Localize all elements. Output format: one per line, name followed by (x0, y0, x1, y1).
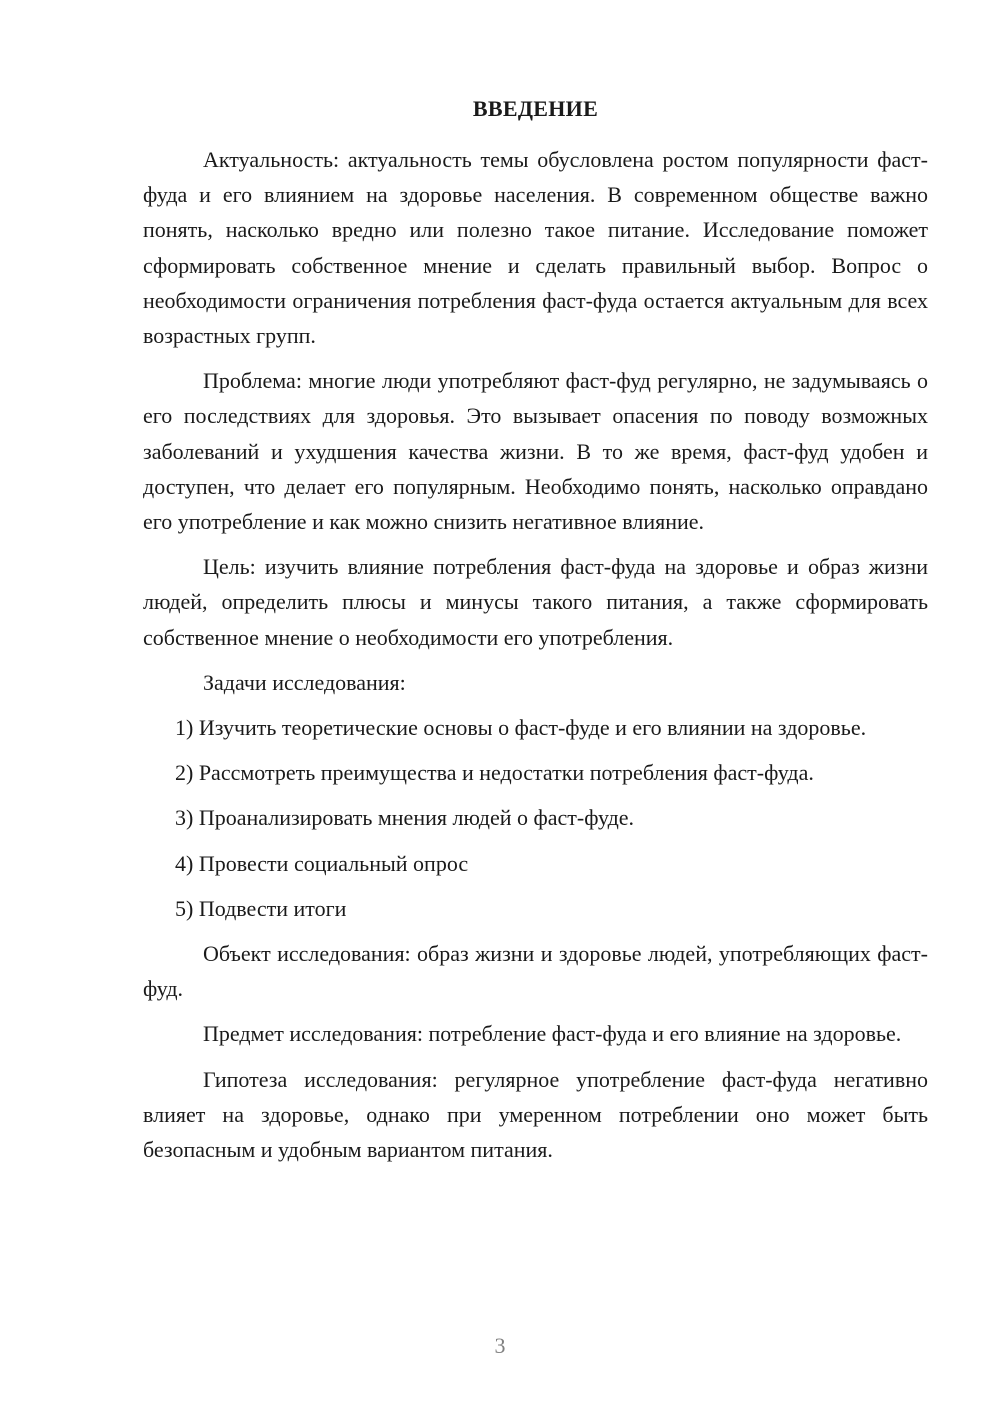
section-heading: ВВЕДЕНИЕ (472, 96, 599, 121)
paragraph-relevance: Актуальность: актуальность темы обусловлена ростом популярности фаст-фуда и его влиянием на здоровье населения. В современном обществе важно понять, насколько вредно или полезно такое питание. Исследование поможет сформировать собственное мнение и сделать правильный выбор. Вопрос о необходимости ограничения потребления фаст-фуда остается актуальным для всех возрастных групп. (143, 147, 928, 349)
page-number: 3 (494, 1333, 506, 1358)
paragraph-subject: Предмет исследования: потребление фаст-фуда и его влияние на здоровье. (203, 1021, 902, 1047)
paragraph-hypothesis: Гипотеза исследования: регулярное употребление фаст-фуда негативно влияет на здоровье, однако при умеренном потреблении оно может быть безопасным и удобным вариантом питания. (143, 1066, 928, 1163)
paragraph-goal: Цель: изучить влияние потребления фаст-фуда на здоровье и образ жизни людей, определить плюсы и минусы такого питания, а также сформировать собственное мнение о необходимости его употребления. (143, 554, 928, 650)
paragraph-problem: Проблема: многие люди употребляют фаст-фуд регулярно, не задумываясь о его последствиях для здоровья. Это вызывает опасения по поводу возможных заболеваний и ухудшения качества жизни. В то же время, фаст-фуд удобен и доступен, что делает его популярным. Необходимо понять, насколько оправдано его употребление и как можно снизить негативное влияние. (143, 368, 928, 535)
page-content (143, 94, 928, 1177)
task-item-3: 3) Проанализировать мнения людей о фаст-фуде. (175, 805, 635, 831)
task-item-5: 5) Подвести итоги (175, 895, 347, 921)
task-item-4: 4) Провести социальный опрос (175, 850, 469, 876)
tasks-label: Задачи исследования: (203, 669, 406, 695)
task-item-1: 1) Изучить теоретические основы о фаст-фуде и его влиянии на здоровье. (175, 715, 867, 741)
paragraph-object: Объект исследования: образ жизни и здоровье людей, употребляющих фаст-фуд. (143, 941, 928, 1002)
task-item-2: 2) Рассмотреть преимущества и недостатки потребления фаст-фуда. (175, 760, 814, 786)
